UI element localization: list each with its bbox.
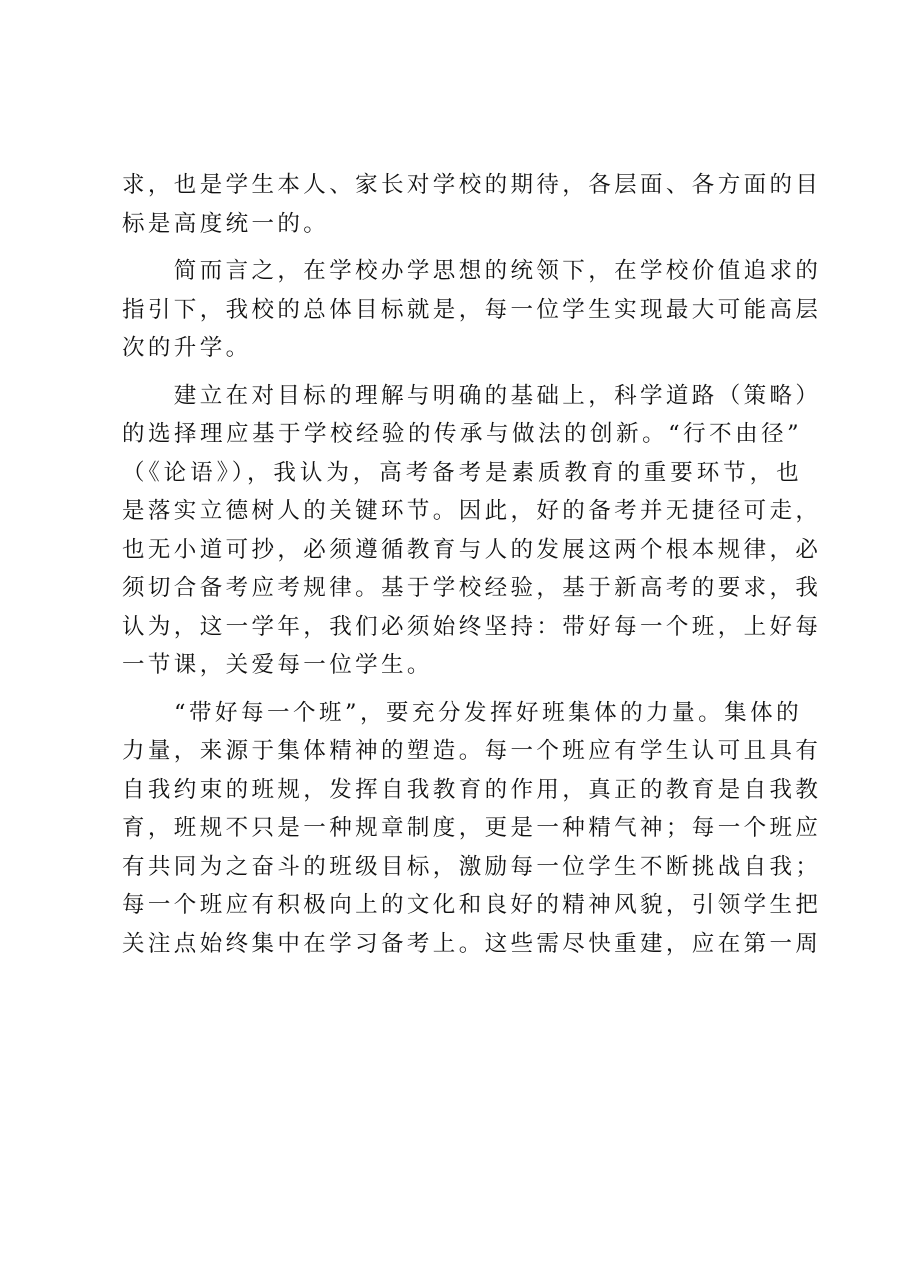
text-line: 求，也是学生本人、家长对学校的期待，各层面、各方面的目	[122, 172, 822, 198]
paragraph-spacer	[122, 243, 802, 252]
text-line: 力量，来源于集体精神的塑造。每一个班应有学生认可且具有	[122, 738, 822, 764]
text-line: 有共同为之奋斗的班级目标，激励每一位学生不断挑战自我；	[122, 853, 822, 880]
text-line: 简而言之，在学校办学思想的统领下，在学校价值追求的	[122, 258, 822, 284]
text-line: 须切合备考应考规律。基于学校经验，基于新高考的要求，我	[122, 575, 822, 601]
text-line: （《论语》），我认为，高考备考是素质教育的重要环节，也	[122, 459, 802, 486]
text-line: 一节课，关爱每一位学生。	[122, 652, 433, 678]
text-line: 是落实立德树人的关键环节。因此，好的备考并无捷径可走，	[122, 498, 822, 524]
paragraph-spacer	[122, 368, 802, 377]
paragraph-spacer	[122, 685, 802, 694]
text-line: 自我约束的班规，发挥自我教育的作用，真正的教育是自我教	[122, 776, 822, 803]
body-text	[122, 166, 822, 963]
text-line: 标是高度统一的。	[122, 210, 330, 237]
text-line: 的选择理应基于学校经验的传承与做法的创新。“行不由径”	[122, 421, 802, 447]
text-line: 次的升学。	[122, 335, 252, 361]
text-line: 每一个班应有积极向上的文化和良好的精神风貌，引领学生把	[122, 892, 822, 918]
text-line: 关注点始终集中在学习备考上。这些需尽快重建，应在第一周	[122, 930, 822, 957]
text-line: 建立在对目标的理解与明确的基础上，科学道路（策略）	[122, 382, 822, 409]
text-line: 也无小道可抄，必须遵循教育与人的发展这两个根本规律，必	[122, 536, 822, 563]
text-line: 指引下，我校的总体目标就是，每一位学生实现最大可能高层	[122, 296, 822, 323]
text-line: 认为，这一学年，我们必须始终坚持：带好每一个班，上好每	[122, 613, 822, 640]
text-line: “带好每一个班”，要充分发挥好班集体的力量。集体的	[122, 699, 802, 726]
text-line: 育，班规不只是一种规章制度，更是一种精气神；每一个班应	[122, 815, 822, 841]
